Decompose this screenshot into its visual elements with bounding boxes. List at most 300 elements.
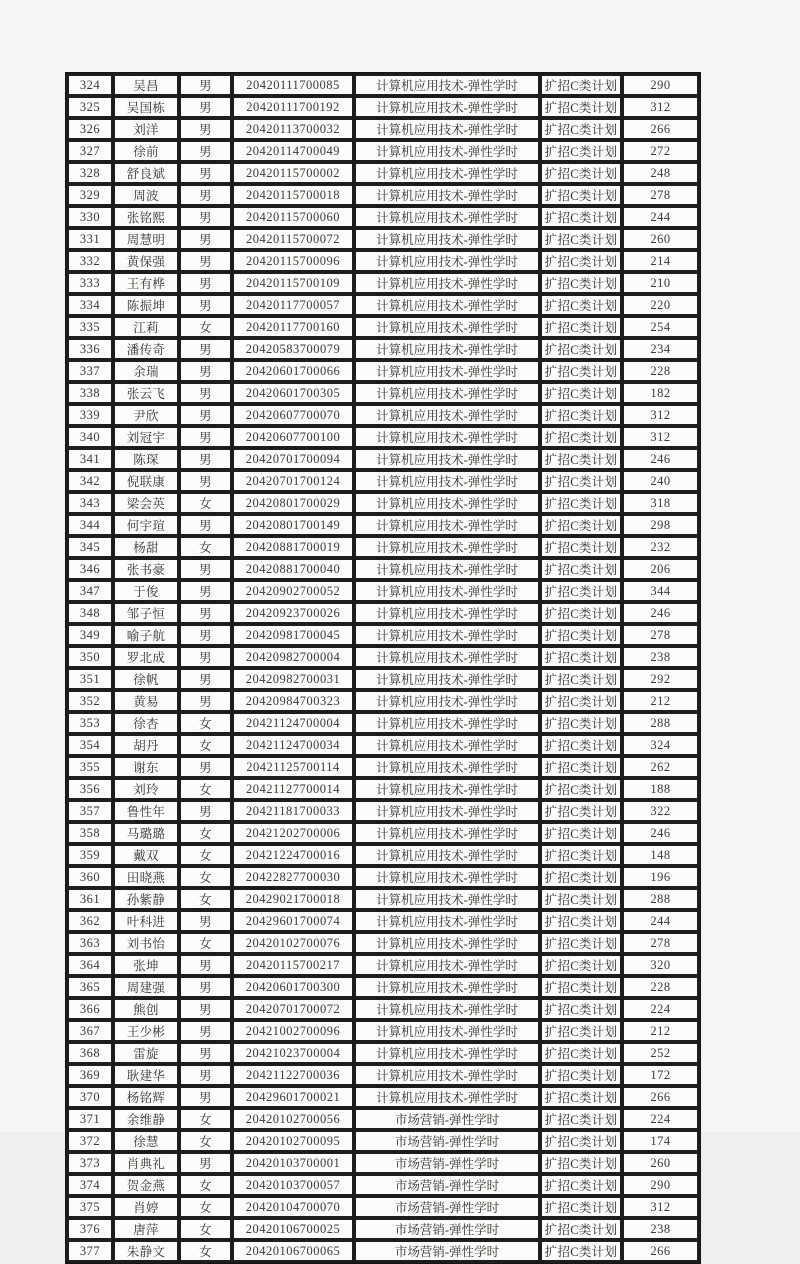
row-number-cell: 353 xyxy=(68,713,112,733)
program-cell: 计算机应用技术-弹性学时 xyxy=(355,75,539,95)
exam-id-cell: 20420117700057 xyxy=(233,295,353,315)
plan-type-cell: 扩招C类计划 xyxy=(541,867,621,887)
gender-cell: 女 xyxy=(180,1219,231,1239)
name-cell: 梁会英 xyxy=(114,493,178,513)
name-cell: 马璐璐 xyxy=(114,823,178,843)
gender-cell: 男 xyxy=(180,603,231,623)
table-row xyxy=(68,801,698,821)
plan-type-cell: 扩招C类计划 xyxy=(541,713,621,733)
table-row xyxy=(68,273,698,293)
program-cell: 市场营销-弹性学时 xyxy=(355,1219,539,1239)
exam-id-cell: 20420103700057 xyxy=(233,1175,353,1195)
program-cell: 计算机应用技术-弹性学时 xyxy=(355,933,539,953)
score-cell: 322 xyxy=(623,801,698,821)
name-cell: 叶科进 xyxy=(114,911,178,931)
row-number-cell: 355 xyxy=(68,757,112,777)
plan-type-cell: 扩招C类计划 xyxy=(541,1241,621,1261)
gender-cell: 女 xyxy=(180,867,231,887)
plan-type-cell: 扩招C类计划 xyxy=(541,185,621,205)
plan-type-cell: 扩招C类计划 xyxy=(541,801,621,821)
score-cell: 228 xyxy=(623,361,698,381)
name-cell: 黄保强 xyxy=(114,251,178,271)
table-row xyxy=(68,515,698,535)
table-row xyxy=(68,1087,698,1107)
program-cell: 计算机应用技术-弹性学时 xyxy=(355,361,539,381)
score-cell: 312 xyxy=(623,97,698,117)
name-cell: 吴昌 xyxy=(114,75,178,95)
row-number-cell: 333 xyxy=(68,273,112,293)
name-cell: 吴国栋 xyxy=(114,97,178,117)
program-cell: 计算机应用技术-弹性学时 xyxy=(355,229,539,249)
row-number-cell: 342 xyxy=(68,471,112,491)
table-row xyxy=(68,1197,698,1217)
row-number-cell: 368 xyxy=(68,1043,112,1063)
name-cell: 唐萍 xyxy=(114,1219,178,1239)
row-number-cell: 362 xyxy=(68,911,112,931)
row-number-cell: 325 xyxy=(68,97,112,117)
exam-id-cell: 20420701700072 xyxy=(233,999,353,1019)
plan-type-cell: 扩招C类计划 xyxy=(541,361,621,381)
gender-cell: 男 xyxy=(180,163,231,183)
program-cell: 计算机应用技术-弹性学时 xyxy=(355,119,539,139)
plan-type-cell: 扩招C类计划 xyxy=(541,251,621,271)
name-cell: 黄易 xyxy=(114,691,178,711)
row-number-cell: 359 xyxy=(68,845,112,865)
score-cell: 214 xyxy=(623,251,698,271)
plan-type-cell: 扩招C类计划 xyxy=(541,515,621,535)
gender-cell: 男 xyxy=(180,801,231,821)
plan-type-cell: 扩招C类计划 xyxy=(541,537,621,557)
program-cell: 计算机应用技术-弹性学时 xyxy=(355,1065,539,1085)
exam-id-cell: 20421023700004 xyxy=(233,1043,353,1063)
row-number-cell: 377 xyxy=(68,1241,112,1261)
exam-id-cell: 20420607700070 xyxy=(233,405,353,425)
plan-type-cell: 扩招C类计划 xyxy=(541,405,621,425)
table-row xyxy=(68,229,698,249)
score-cell: 278 xyxy=(623,185,698,205)
plan-type-cell: 扩招C类计划 xyxy=(541,427,621,447)
exam-id-cell: 20420981700045 xyxy=(233,625,353,645)
table-row xyxy=(68,1153,698,1173)
program-cell: 计算机应用技术-弹性学时 xyxy=(355,251,539,271)
row-number-cell: 373 xyxy=(68,1153,112,1173)
table-row xyxy=(68,603,698,623)
name-cell: 何宇瑄 xyxy=(114,515,178,535)
exam-id-cell: 20420902700052 xyxy=(233,581,353,601)
name-cell: 余维静 xyxy=(114,1109,178,1129)
row-number-cell: 327 xyxy=(68,141,112,161)
exam-id-cell: 20420801700029 xyxy=(233,493,353,513)
table-row xyxy=(68,1109,698,1129)
table-row xyxy=(68,207,698,227)
table-row xyxy=(68,911,698,931)
row-number-cell: 354 xyxy=(68,735,112,755)
plan-type-cell: 扩招C类计划 xyxy=(541,757,621,777)
name-cell: 鲁性年 xyxy=(114,801,178,821)
program-cell: 市场营销-弹性学时 xyxy=(355,1153,539,1173)
table-row xyxy=(68,845,698,865)
score-cell: 290 xyxy=(623,75,698,95)
name-cell: 潘传奇 xyxy=(114,339,178,359)
score-cell: 220 xyxy=(623,295,698,315)
exam-id-cell: 20420117700160 xyxy=(233,317,353,337)
plan-type-cell: 扩招C类计划 xyxy=(541,1197,621,1217)
table-row xyxy=(68,75,698,95)
table-row xyxy=(68,185,698,205)
name-cell: 朱静文 xyxy=(114,1241,178,1261)
score-cell: 254 xyxy=(623,317,698,337)
row-number-cell: 336 xyxy=(68,339,112,359)
exam-id-cell: 20420115700109 xyxy=(233,273,353,293)
score-cell: 312 xyxy=(623,427,698,447)
program-cell: 计算机应用技术-弹性学时 xyxy=(355,801,539,821)
plan-type-cell: 扩招C类计划 xyxy=(541,207,621,227)
exam-id-cell: 20420601700305 xyxy=(233,383,353,403)
gender-cell: 男 xyxy=(180,295,231,315)
score-cell: 240 xyxy=(623,471,698,491)
table-row xyxy=(68,713,698,733)
table-row xyxy=(68,1131,698,1151)
score-cell: 292 xyxy=(623,669,698,689)
score-cell: 290 xyxy=(623,1175,698,1195)
row-number-cell: 352 xyxy=(68,691,112,711)
score-cell: 244 xyxy=(623,911,698,931)
program-cell: 市场营销-弹性学时 xyxy=(355,1131,539,1151)
score-cell: 210 xyxy=(623,273,698,293)
exam-id-cell: 20420583700079 xyxy=(233,339,353,359)
plan-type-cell: 扩招C类计划 xyxy=(541,383,621,403)
name-cell: 周波 xyxy=(114,185,178,205)
row-number-cell: 364 xyxy=(68,955,112,975)
row-number-cell: 338 xyxy=(68,383,112,403)
score-cell: 246 xyxy=(623,823,698,843)
score-cell: 324 xyxy=(623,735,698,755)
exam-id-cell: 20420102700056 xyxy=(233,1109,353,1129)
gender-cell: 男 xyxy=(180,185,231,205)
row-number-cell: 337 xyxy=(68,361,112,381)
exam-id-cell: 20420102700076 xyxy=(233,933,353,953)
gender-cell: 女 xyxy=(180,713,231,733)
exam-id-cell: 20420115700060 xyxy=(233,207,353,227)
row-number-cell: 331 xyxy=(68,229,112,249)
table-row xyxy=(68,867,698,887)
plan-type-cell: 扩招C类计划 xyxy=(541,295,621,315)
gender-cell: 女 xyxy=(180,1241,231,1261)
table-row xyxy=(68,1241,698,1261)
program-cell: 计算机应用技术-弹性学时 xyxy=(355,867,539,887)
score-cell: 252 xyxy=(623,1043,698,1063)
table-row xyxy=(68,493,698,513)
gender-cell: 男 xyxy=(180,1021,231,1041)
gender-cell: 男 xyxy=(180,955,231,975)
program-cell: 计算机应用技术-弹性学时 xyxy=(355,471,539,491)
name-cell: 王少彬 xyxy=(114,1021,178,1041)
plan-type-cell: 扩招C类计划 xyxy=(541,1087,621,1107)
program-cell: 计算机应用技术-弹性学时 xyxy=(355,735,539,755)
name-cell: 戴双 xyxy=(114,845,178,865)
score-cell: 182 xyxy=(623,383,698,403)
table-row xyxy=(68,823,698,843)
gender-cell: 女 xyxy=(180,889,231,909)
gender-cell: 男 xyxy=(180,75,231,95)
gender-cell: 男 xyxy=(180,97,231,117)
exam-id-cell: 20420601700066 xyxy=(233,361,353,381)
plan-type-cell: 扩招C类计划 xyxy=(541,75,621,95)
program-cell: 计算机应用技术-弹性学时 xyxy=(355,955,539,975)
program-cell: 计算机应用技术-弹性学时 xyxy=(355,185,539,205)
name-cell: 雷旋 xyxy=(114,1043,178,1063)
row-number-cell: 361 xyxy=(68,889,112,909)
gender-cell: 男 xyxy=(180,383,231,403)
program-cell: 计算机应用技术-弹性学时 xyxy=(355,889,539,909)
row-number-cell: 340 xyxy=(68,427,112,447)
table-row xyxy=(68,1065,698,1085)
row-number-cell: 341 xyxy=(68,449,112,469)
table-row xyxy=(68,361,698,381)
name-cell: 罗北成 xyxy=(114,647,178,667)
score-cell: 260 xyxy=(623,229,698,249)
plan-type-cell: 扩招C类计划 xyxy=(541,339,621,359)
plan-type-cell: 扩招C类计划 xyxy=(541,493,621,513)
plan-type-cell: 扩招C类计划 xyxy=(541,1153,621,1173)
gender-cell: 男 xyxy=(180,625,231,645)
plan-type-cell: 扩招C类计划 xyxy=(541,559,621,579)
gender-cell: 男 xyxy=(180,911,231,931)
score-cell: 272 xyxy=(623,141,698,161)
row-number-cell: 348 xyxy=(68,603,112,623)
name-cell: 杨铭辉 xyxy=(114,1087,178,1107)
row-number-cell: 360 xyxy=(68,867,112,887)
gender-cell: 男 xyxy=(180,691,231,711)
gender-cell: 男 xyxy=(180,515,231,535)
exam-id-cell: 20421122700036 xyxy=(233,1065,353,1085)
program-cell: 计算机应用技术-弹性学时 xyxy=(355,779,539,799)
program-cell: 计算机应用技术-弹性学时 xyxy=(355,1021,539,1041)
name-cell: 邹子恒 xyxy=(114,603,178,623)
score-cell: 288 xyxy=(623,889,698,909)
exam-id-cell: 20421125700114 xyxy=(233,757,353,777)
table-row xyxy=(68,1021,698,1041)
gender-cell: 女 xyxy=(180,537,231,557)
exam-id-cell: 20420106700065 xyxy=(233,1241,353,1261)
exam-id-cell: 20421124700034 xyxy=(233,735,353,755)
gender-cell: 男 xyxy=(180,427,231,447)
row-number-cell: 329 xyxy=(68,185,112,205)
exam-id-cell: 20421124700004 xyxy=(233,713,353,733)
plan-type-cell: 扩招C类计划 xyxy=(541,1109,621,1129)
program-cell: 计算机应用技术-弹性学时 xyxy=(355,405,539,425)
name-cell: 徐帆 xyxy=(114,669,178,689)
row-number-cell: 376 xyxy=(68,1219,112,1239)
score-cell: 312 xyxy=(623,1197,698,1217)
program-cell: 计算机应用技术-弹性学时 xyxy=(355,977,539,997)
score-cell: 312 xyxy=(623,405,698,425)
row-number-cell: 344 xyxy=(68,515,112,535)
name-cell: 刘玲 xyxy=(114,779,178,799)
table-row xyxy=(68,449,698,469)
program-cell: 计算机应用技术-弹性学时 xyxy=(355,427,539,447)
score-cell: 206 xyxy=(623,559,698,579)
program-cell: 计算机应用技术-弹性学时 xyxy=(355,97,539,117)
name-cell: 喻子航 xyxy=(114,625,178,645)
gender-cell: 女 xyxy=(180,1109,231,1129)
row-number-cell: 349 xyxy=(68,625,112,645)
program-cell: 计算机应用技术-弹性学时 xyxy=(355,669,539,689)
plan-type-cell: 扩招C类计划 xyxy=(541,1065,621,1085)
score-cell: 174 xyxy=(623,1131,698,1151)
program-cell: 计算机应用技术-弹性学时 xyxy=(355,383,539,403)
name-cell: 陈振坤 xyxy=(114,295,178,315)
row-number-cell: 334 xyxy=(68,295,112,315)
score-cell: 278 xyxy=(623,933,698,953)
table-row xyxy=(68,889,698,909)
student-roster-table xyxy=(65,72,701,1264)
score-cell: 212 xyxy=(623,1021,698,1041)
table-row xyxy=(68,339,698,359)
score-cell: 172 xyxy=(623,1065,698,1085)
program-cell: 市场营销-弹性学时 xyxy=(355,1109,539,1129)
name-cell: 徐前 xyxy=(114,141,178,161)
row-number-cell: 374 xyxy=(68,1175,112,1195)
plan-type-cell: 扩招C类计划 xyxy=(541,955,621,975)
name-cell: 张铭熙 xyxy=(114,207,178,227)
gender-cell: 女 xyxy=(180,735,231,755)
exam-id-cell: 20422827700030 xyxy=(233,867,353,887)
gender-cell: 女 xyxy=(180,1131,231,1151)
score-cell: 212 xyxy=(623,691,698,711)
program-cell: 计算机应用技术-弹性学时 xyxy=(355,339,539,359)
table-row xyxy=(68,317,698,337)
name-cell: 周慧明 xyxy=(114,229,178,249)
program-cell: 计算机应用技术-弹性学时 xyxy=(355,317,539,337)
exam-id-cell: 20421224700016 xyxy=(233,845,353,865)
exam-id-cell: 20420104700070 xyxy=(233,1197,353,1217)
score-cell: 260 xyxy=(623,1153,698,1173)
score-cell: 196 xyxy=(623,867,698,887)
name-cell: 田晓燕 xyxy=(114,867,178,887)
gender-cell: 男 xyxy=(180,559,231,579)
plan-type-cell: 扩招C类计划 xyxy=(541,1175,621,1195)
plan-type-cell: 扩招C类计划 xyxy=(541,735,621,755)
gender-cell: 男 xyxy=(180,757,231,777)
row-number-cell: 345 xyxy=(68,537,112,557)
plan-type-cell: 扩招C类计划 xyxy=(541,603,621,623)
score-cell: 318 xyxy=(623,493,698,513)
row-number-cell: 332 xyxy=(68,251,112,271)
gender-cell: 女 xyxy=(180,1175,231,1195)
exam-id-cell: 20420601700300 xyxy=(233,977,353,997)
exam-id-cell: 20420701700094 xyxy=(233,449,353,469)
row-number-cell: 326 xyxy=(68,119,112,139)
row-number-cell: 365 xyxy=(68,977,112,997)
score-cell: 288 xyxy=(623,713,698,733)
score-cell: 266 xyxy=(623,1241,698,1261)
table-row xyxy=(68,141,698,161)
plan-type-cell: 扩招C类计划 xyxy=(541,97,621,117)
table-body xyxy=(68,75,698,1261)
gender-cell: 男 xyxy=(180,251,231,271)
table-row xyxy=(68,1219,698,1239)
exam-id-cell: 20420111700085 xyxy=(233,75,353,95)
name-cell: 刘冠宇 xyxy=(114,427,178,447)
gender-cell: 男 xyxy=(180,361,231,381)
plan-type-cell: 扩招C类计划 xyxy=(541,845,621,865)
gender-cell: 男 xyxy=(180,581,231,601)
row-number-cell: 328 xyxy=(68,163,112,183)
gender-cell: 男 xyxy=(180,273,231,293)
gender-cell: 男 xyxy=(180,405,231,425)
name-cell: 张坤 xyxy=(114,955,178,975)
exam-id-cell: 20420923700026 xyxy=(233,603,353,623)
plan-type-cell: 扩招C类计划 xyxy=(541,119,621,139)
plan-type-cell: 扩招C类计划 xyxy=(541,1131,621,1151)
plan-type-cell: 扩招C类计划 xyxy=(541,317,621,337)
gender-cell: 男 xyxy=(180,229,231,249)
row-number-cell: 371 xyxy=(68,1109,112,1129)
score-cell: 232 xyxy=(623,537,698,557)
name-cell: 刘洋 xyxy=(114,119,178,139)
exam-id-cell: 20420984700323 xyxy=(233,691,353,711)
score-cell: 224 xyxy=(623,999,698,1019)
exam-id-cell: 20420982700031 xyxy=(233,669,353,689)
table-row xyxy=(68,581,698,601)
program-cell: 计算机应用技术-弹性学时 xyxy=(355,449,539,469)
name-cell: 王有桦 xyxy=(114,273,178,293)
name-cell: 孙紫静 xyxy=(114,889,178,909)
exam-id-cell: 20420982700004 xyxy=(233,647,353,667)
name-cell: 肖婷 xyxy=(114,1197,178,1217)
score-cell: 278 xyxy=(623,625,698,645)
table-row xyxy=(68,97,698,117)
table-row xyxy=(68,1175,698,1195)
gender-cell: 男 xyxy=(180,999,231,1019)
gender-cell: 男 xyxy=(180,1043,231,1063)
program-cell: 计算机应用技术-弹性学时 xyxy=(355,911,539,931)
gender-cell: 男 xyxy=(180,669,231,689)
score-cell: 234 xyxy=(623,339,698,359)
score-cell: 228 xyxy=(623,977,698,997)
program-cell: 计算机应用技术-弹性学时 xyxy=(355,647,539,667)
gender-cell: 女 xyxy=(180,823,231,843)
program-cell: 计算机应用技术-弹性学时 xyxy=(355,603,539,623)
row-number-cell: 343 xyxy=(68,493,112,513)
plan-type-cell: 扩招C类计划 xyxy=(541,691,621,711)
table-row xyxy=(68,537,698,557)
plan-type-cell: 扩招C类计划 xyxy=(541,977,621,997)
exam-id-cell: 20420113700032 xyxy=(233,119,353,139)
exam-id-cell: 20420607700100 xyxy=(233,427,353,447)
exam-id-cell: 20420111700192 xyxy=(233,97,353,117)
gender-cell: 女 xyxy=(180,317,231,337)
name-cell: 肖典礼 xyxy=(114,1153,178,1173)
row-number-cell: 356 xyxy=(68,779,112,799)
exam-id-cell: 20420106700025 xyxy=(233,1219,353,1239)
score-cell: 238 xyxy=(623,1219,698,1239)
table-row xyxy=(68,691,698,711)
table-row xyxy=(68,559,698,579)
name-cell: 张云飞 xyxy=(114,383,178,403)
plan-type-cell: 扩招C类计划 xyxy=(541,449,621,469)
score-cell: 148 xyxy=(623,845,698,865)
plan-type-cell: 扩招C类计划 xyxy=(541,933,621,953)
score-cell: 320 xyxy=(623,955,698,975)
program-cell: 计算机应用技术-弹性学时 xyxy=(355,273,539,293)
table-row xyxy=(68,735,698,755)
name-cell: 陈琛 xyxy=(114,449,178,469)
table-row xyxy=(68,251,698,271)
score-cell: 246 xyxy=(623,449,698,469)
plan-type-cell: 扩招C类计划 xyxy=(541,823,621,843)
